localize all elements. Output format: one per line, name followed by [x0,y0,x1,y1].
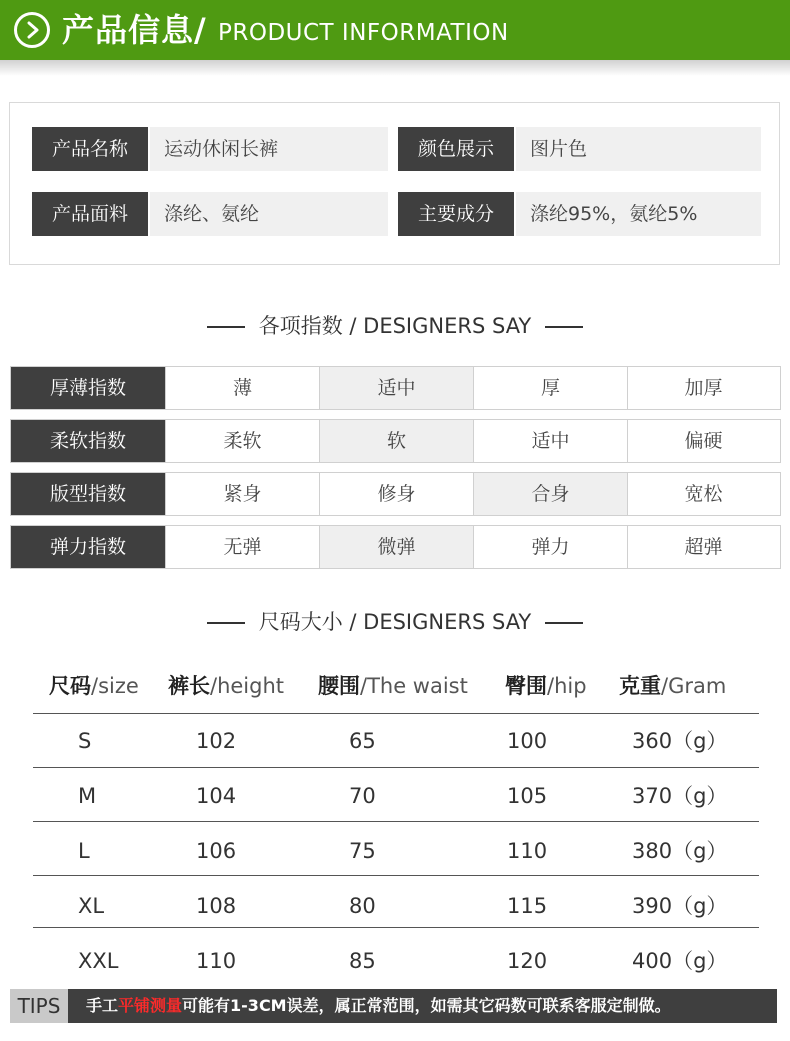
index-option: 无弹 [165,526,319,568]
index-option: 适中 [473,420,627,462]
size-header-cn: 腰围 [318,674,360,698]
index-row-label: 柔软指数 [11,420,165,462]
index-option: 软 [319,420,473,462]
size-cell: 75 [349,839,376,863]
size-column-header [168,668,284,704]
size-column-header [619,668,726,704]
index-option: 柔软 [165,420,319,462]
size-cell: XL [78,894,105,918]
tips-text [86,989,671,1023]
product-info-box [9,102,780,265]
index-row-label: 弹力指数 [11,526,165,568]
index-option: 偏硬 [627,420,779,462]
size-cell: 115 [507,894,548,918]
size-header-en: /height [210,674,285,698]
tips-label: TIPS [10,989,68,1023]
size-header-cn: 尺码 [49,674,91,698]
size-column-header [505,668,587,704]
size-cell: 108 [196,894,237,918]
size-section-title [0,607,790,637]
index-option: 宽松 [627,473,779,515]
banner-title-en: PRODUCT INFORMATION [218,20,509,46]
index-option: 合身 [473,473,627,515]
size-cell: 380（g） [632,839,728,863]
tips-suffix: 可能有1-3CM误差，属正常范围，如需其它码数可联系客服定制做。 [182,996,671,1015]
info-value-color: 图片色 [516,127,761,171]
info-label-color: 颜色展示 [398,127,514,171]
size-cell: 110 [507,839,548,863]
info-label-name: 产品名称 [32,127,148,171]
index-row-label: 版型指数 [11,473,165,515]
size-header-en: /Gram [661,674,727,698]
size-header-cn: 裤长 [168,674,210,698]
tips-highlight: 平铺测量 [118,996,183,1015]
index-row [10,366,781,410]
banner-title-cn: 产品信息/ [62,11,207,49]
size-row-divider [33,875,759,876]
size-cell: 104 [196,784,237,808]
size-cell: 400（g） [632,949,728,973]
size-cell: XXL [78,949,119,973]
index-row [10,419,781,463]
index-option: 弹力 [473,526,627,568]
index-option: 修身 [319,473,473,515]
size-column-header [318,668,468,704]
title-dash-right [545,326,583,328]
index-option: 紧身 [165,473,319,515]
info-label-composition: 主要成分 [398,192,514,236]
index-title-text: 各项指数 / DESIGNERS SAY [258,314,532,338]
index-row [10,472,781,516]
info-label-fabric: 产品面料 [32,192,148,236]
size-header-en: /hip [547,674,587,698]
index-option: 薄 [165,367,319,409]
title-dash-left [207,326,245,328]
size-header-en: /size [91,674,139,698]
index-option: 厚 [473,367,627,409]
info-value-composition: 涤纶95%，氨纶5% [516,192,761,236]
chevron-right-icon [14,12,50,48]
size-column-header [49,668,139,704]
size-cell: 106 [196,839,237,863]
size-cell: 120 [507,949,548,973]
size-cell: 390（g） [632,894,728,918]
size-cell: 100 [507,729,548,753]
size-cell: 360（g） [632,729,728,753]
size-cell: 85 [349,949,376,973]
size-row-divider [33,821,759,822]
size-header-cn: 克重 [619,674,661,698]
size-cell: M [78,784,97,808]
index-option: 加厚 [627,367,779,409]
index-option: 微弹 [319,526,473,568]
size-cell: 110 [196,949,237,973]
banner-shadow [0,60,790,76]
size-row-divider [33,713,759,714]
size-row-divider [33,927,759,928]
info-value-name: 运动休闲长裤 [150,127,388,171]
size-cell: 80 [349,894,376,918]
info-value-fabric: 涤纶、氨纶 [150,192,388,236]
index-option: 超弹 [627,526,779,568]
size-cell: 70 [349,784,376,808]
size-cell: 105 [507,784,548,808]
index-option: 适中 [319,367,473,409]
size-cell: 102 [196,729,237,753]
size-header-en: /The waist [360,674,468,698]
size-title-text: 尺码大小 / DESIGNERS SAY [258,610,532,634]
size-row-divider [33,767,759,768]
header-banner [0,0,790,60]
tips-bar [10,989,777,1023]
size-cell: 65 [349,729,376,753]
tips-prefix: 手工 [86,996,119,1015]
index-row-label: 厚薄指数 [11,367,165,409]
size-header-cn: 臀围 [505,674,547,698]
size-cell: S [78,729,92,753]
size-cell: L [78,839,90,863]
title-dash-right [545,622,583,624]
index-section-title [0,311,790,341]
title-dash-left [207,622,245,624]
size-cell: 370（g） [632,784,728,808]
index-row [10,525,781,569]
